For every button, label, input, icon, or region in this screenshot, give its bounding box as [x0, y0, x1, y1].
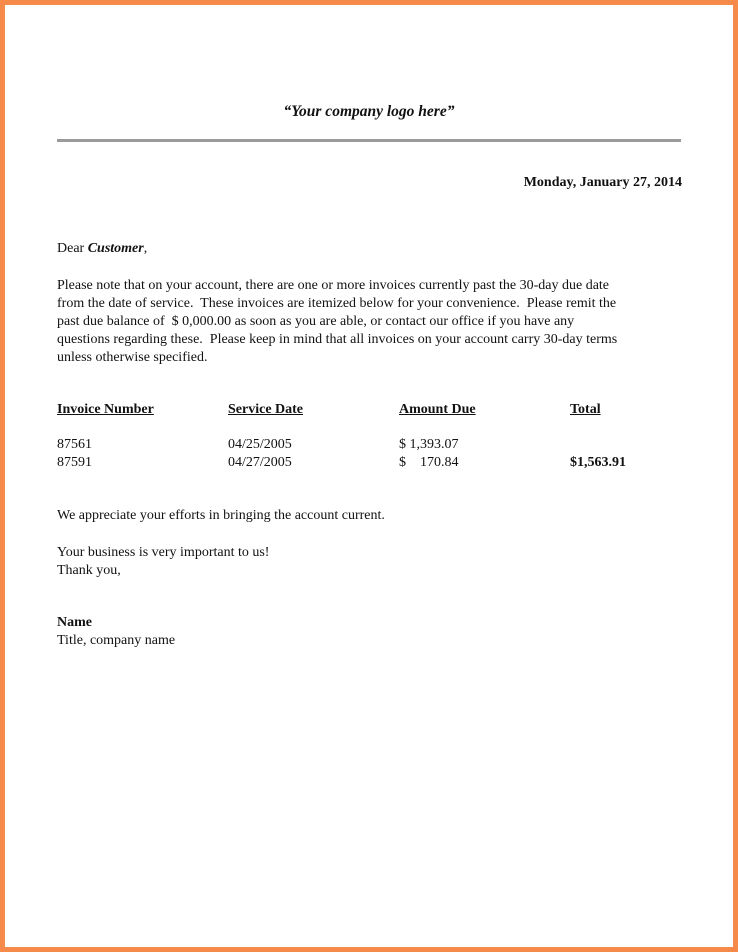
salutation [57, 241, 147, 257]
header-invoice-number: Invoice Number [57, 402, 154, 417]
amount-due-cell: $ 1,393.07 [399, 437, 459, 452]
signature-title: Title, company name [57, 633, 176, 648]
body-line: unless otherwise specified. [57, 350, 208, 365]
customer-name: Customer [87, 241, 144, 256]
thanks-line: Thank you, [57, 563, 121, 578]
invoice-number-cell: 87561 [57, 437, 92, 452]
body-paragraph [57, 277, 687, 367]
appreciation-line: We appreciate your efforts in bringing the account current. [57, 508, 385, 523]
service-date-cell: 04/27/2005 [228, 455, 292, 470]
body-line: from the date of service. These invoices are itemized below for your convenience. Please remit the [57, 296, 617, 311]
header-amount-due: Amount Due [399, 402, 476, 417]
header-total: Total [570, 402, 601, 417]
business-line: Your business is very important to us! [57, 545, 270, 560]
header-service-date: Service Date [228, 402, 304, 417]
salutation-suffix: , [143, 241, 148, 256]
amount-due-cell: $ 170.84 [399, 455, 459, 470]
total-cell: $1,563.91 [570, 455, 626, 470]
salutation-prefix: Dear [57, 241, 88, 256]
closing-block [57, 544, 269, 580]
letter-date: Monday, January 27, 2014 [523, 175, 682, 190]
body-line: past due balance of $ 0,000.00 as soon as you are able, or contact our office if you have any [57, 314, 575, 329]
company-logo-placeholder: “Your company logo here” [283, 103, 455, 120]
signature-name: Name [57, 615, 92, 630]
body-line: questions regarding these. Please keep in mind that all invoices on your account carry 30-day terms [57, 332, 618, 347]
header-divider [57, 139, 681, 142]
invoice-number-cell: 87591 [57, 455, 92, 470]
service-date-cell: 04/25/2005 [228, 437, 292, 452]
body-line: Please note that on your account, there are one or more invoices currently past the 30-day due date [57, 278, 610, 293]
